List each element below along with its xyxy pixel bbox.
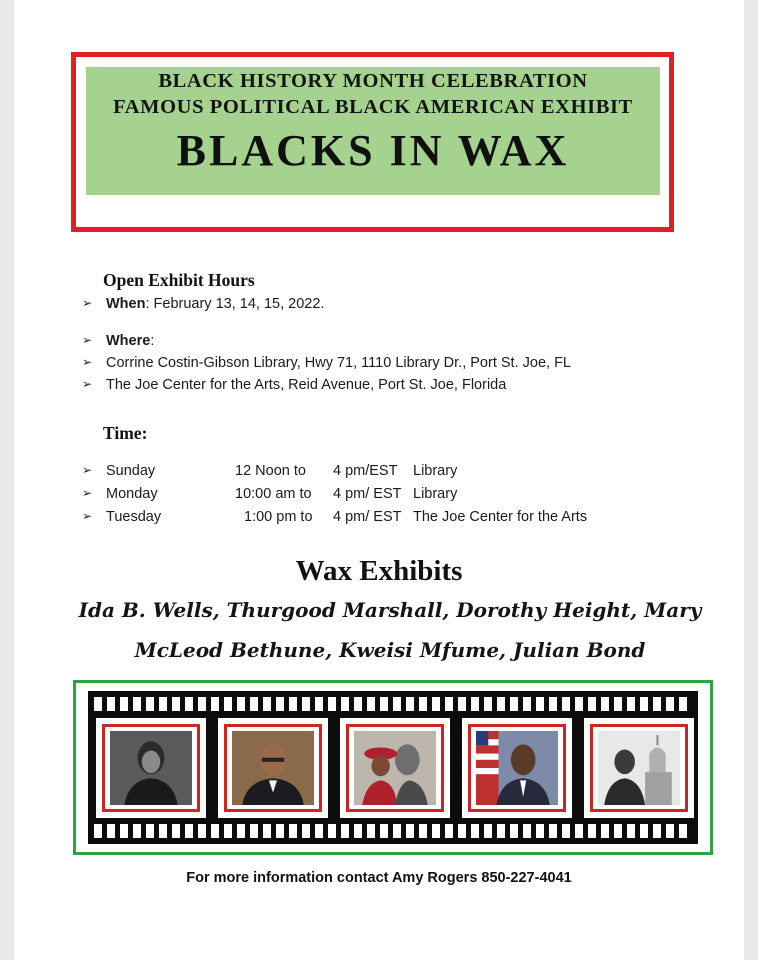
film-perforations-bottom: [94, 824, 692, 838]
arrow-bullet-icon: ➢: [82, 486, 93, 500]
header-line-2: FAMOUS POLITICAL BLACK AMERICAN EXHIBIT: [113, 96, 633, 118]
header-title: BLACKS IN WAX: [176, 126, 570, 175]
when-value: : February 13, 14, 15, 2022.: [145, 296, 325, 312]
arrow-bullet-icon: ➢: [82, 355, 93, 369]
header-line-1: BLACK HISTORY MONTH CELEBRATION: [158, 70, 588, 92]
exhibit-names-line-2: McLeod Bethune, Kweisi Mfume, Julian Bond: [134, 638, 646, 662]
when-label: When: [106, 296, 146, 312]
schedule-end: 4 pm/ EST: [333, 486, 402, 502]
schedule-start: 10:00 am to: [235, 486, 312, 502]
exhibit-names-line-1: Ida B. Wells, Thurgood Marshall, Dorothy Height, Mary: [78, 598, 702, 622]
schedule-end: 4 pm/ EST: [333, 509, 402, 525]
schedule-start: 1:00 pm to: [244, 509, 313, 525]
hours-heading: Open Exhibit Hours: [103, 270, 255, 290]
time-heading: Time:: [103, 423, 148, 443]
location-text: Corrine Costin-Gibson Library, Hwy 71, 1110 Library Dr., Port St. Joe, FL: [106, 355, 571, 371]
schedule-place: Library: [413, 486, 458, 502]
arrow-bullet-icon: ➢: [82, 509, 93, 523]
portrait-photo: [218, 718, 328, 818]
portrait-photo: [584, 718, 694, 818]
schedule-place: Library: [413, 463, 458, 479]
location-text: The Joe Center for the Arts, Reid Avenue, Port St. Joe, Florida: [106, 377, 507, 393]
schedule-day: Tuesday: [106, 509, 162, 525]
filmstrip-frame: [73, 680, 713, 855]
exhibits-heading: Wax Exhibits: [295, 555, 463, 587]
film-perforations-top: [94, 697, 692, 711]
arrow-bullet-icon: ➢: [82, 333, 93, 347]
schedule-place: The Joe Center for the Arts: [413, 509, 588, 525]
schedule-day: Monday: [106, 486, 158, 502]
header-box: [71, 52, 674, 232]
filmstrip: [88, 691, 698, 844]
contact-info: For more information contact Amy Rogers 850-227-4041: [186, 870, 572, 886]
portrait-photo: [462, 718, 572, 818]
schedule-start: 12 Noon to: [235, 463, 306, 479]
header-banner: [86, 67, 660, 195]
arrow-bullet-icon: ➢: [82, 296, 93, 310]
arrow-bullet-icon: ➢: [82, 463, 93, 477]
schedule-end: 4 pm/EST: [333, 463, 398, 479]
portrait-photo: [340, 718, 450, 818]
arrow-bullet-icon: ➢: [82, 377, 93, 391]
portrait-photo: [96, 718, 206, 818]
schedule-day: Sunday: [106, 463, 156, 479]
where-label: Where: [106, 333, 151, 349]
where-colon: :: [150, 333, 155, 349]
